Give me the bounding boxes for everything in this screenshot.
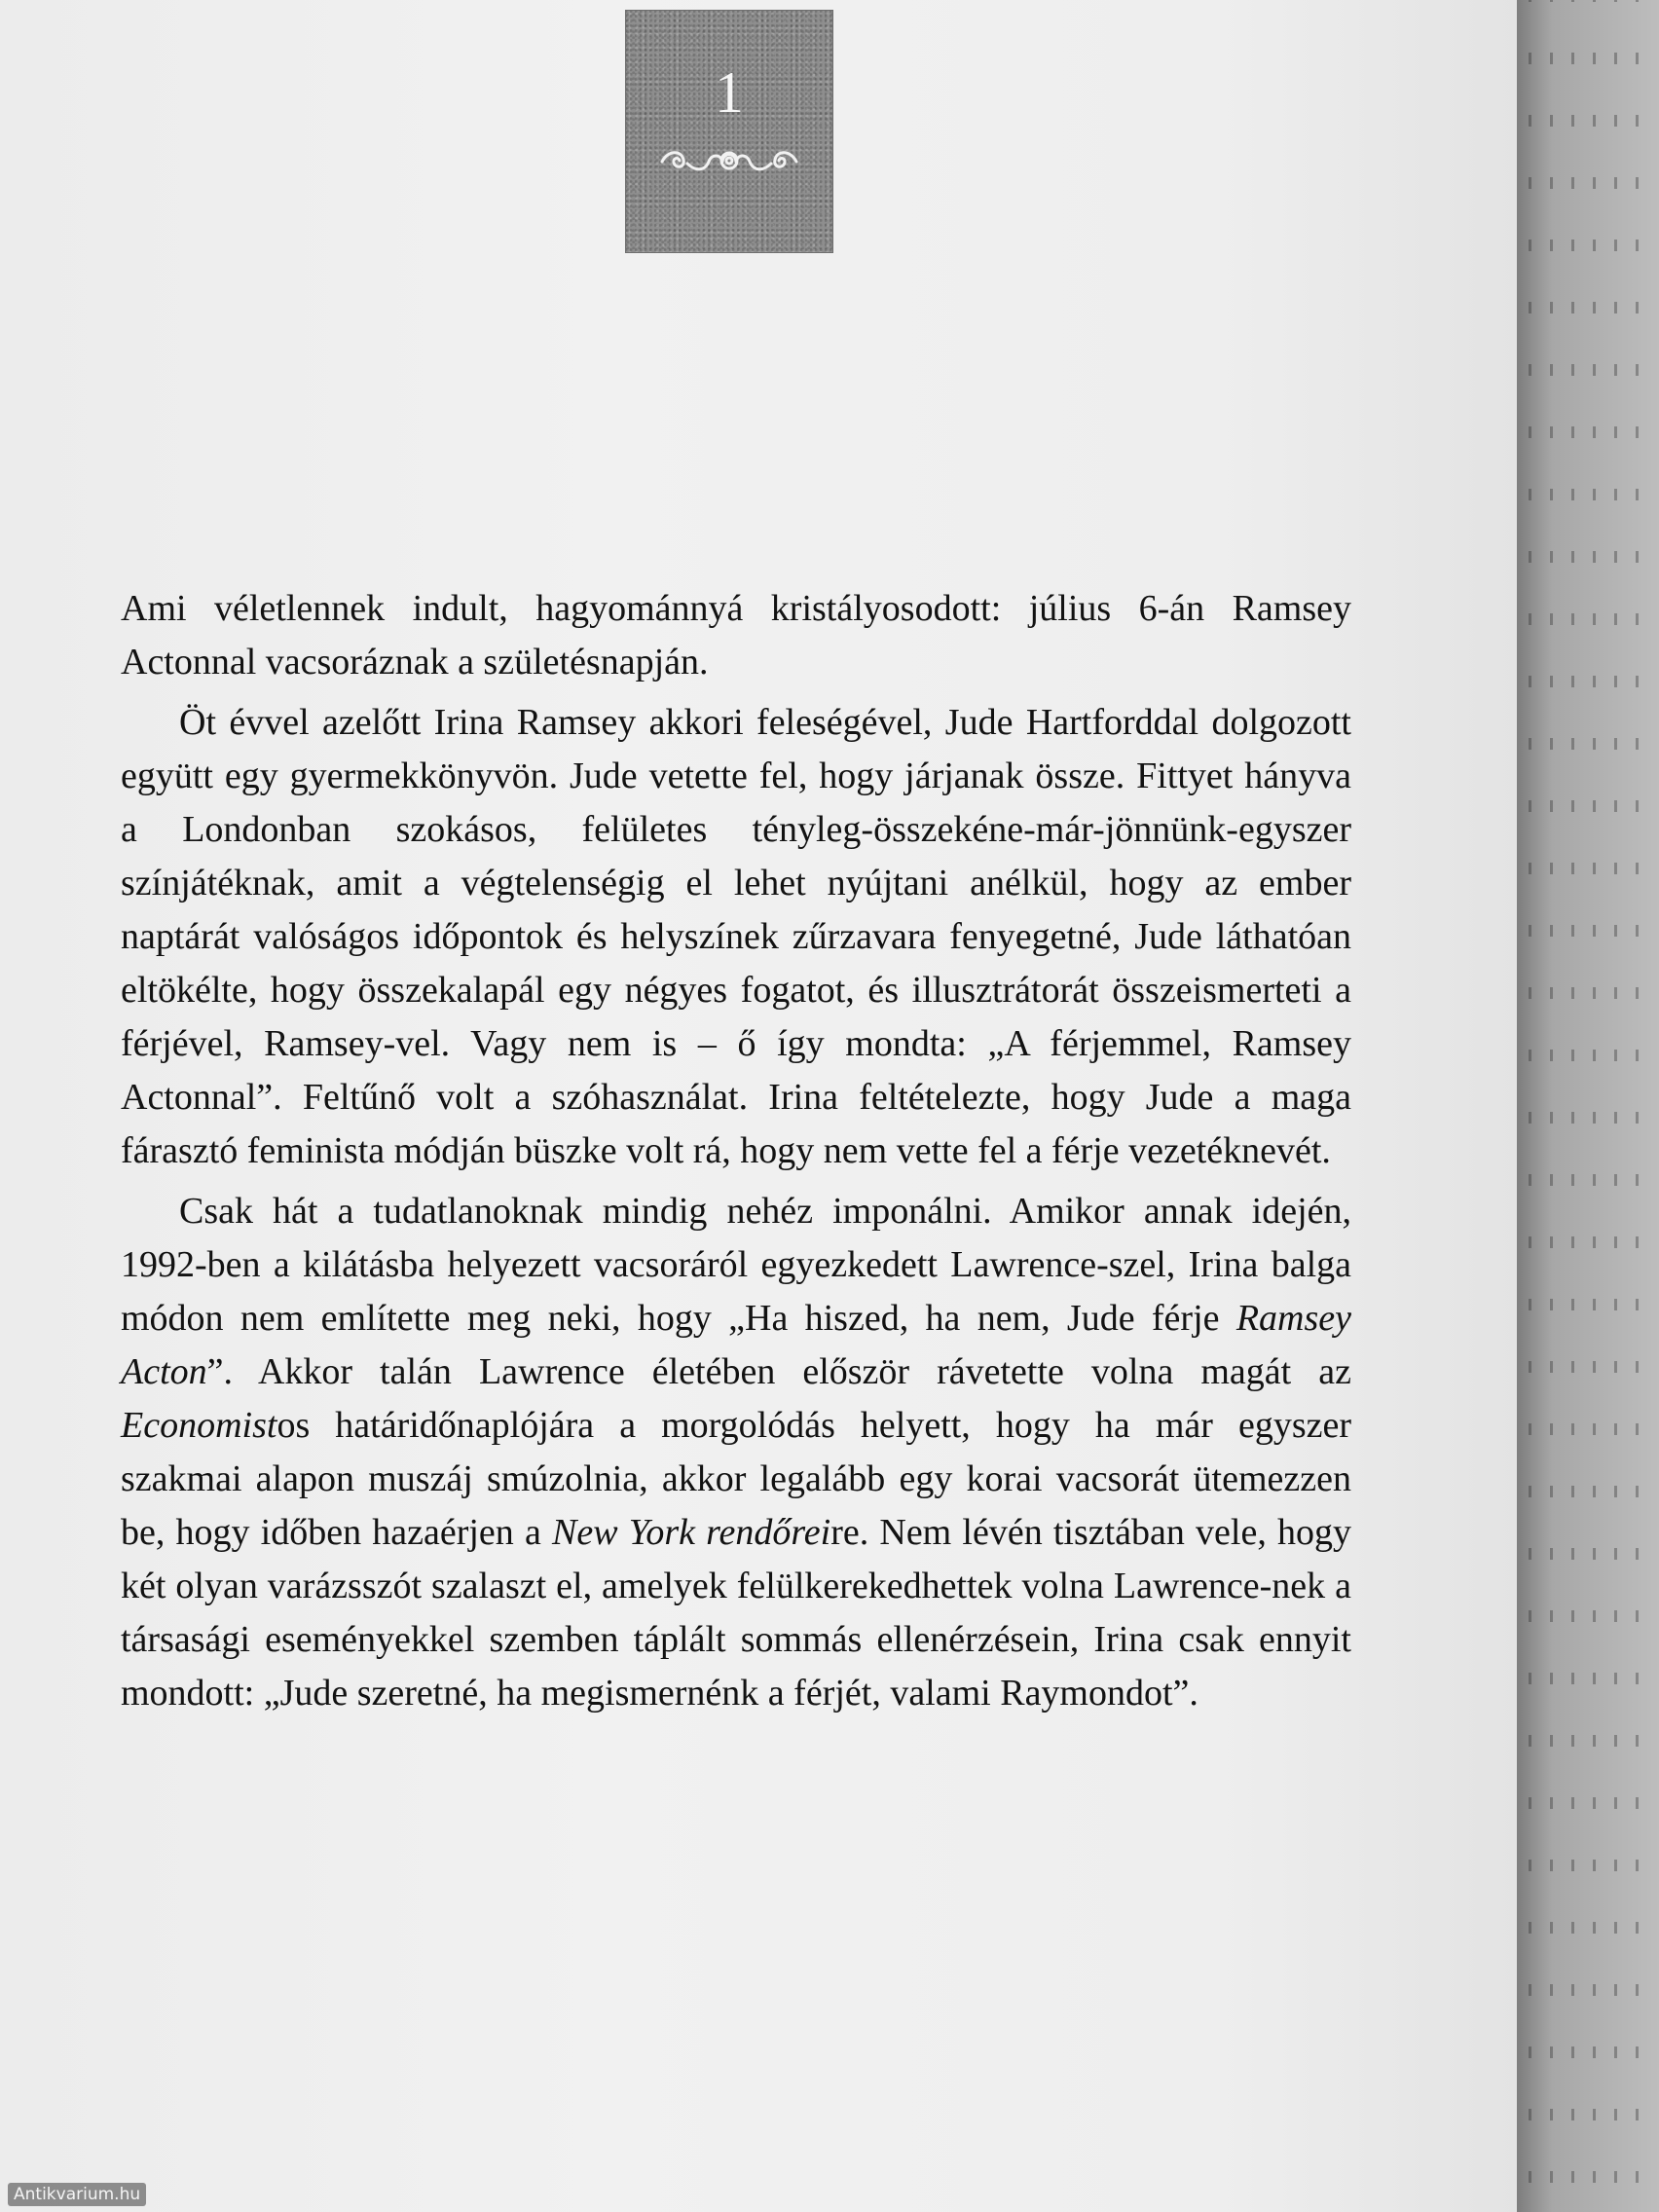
paragraph-3	[121, 1185, 1351, 1720]
chapter-number: 1	[715, 60, 744, 125]
chapter-body	[121, 582, 1351, 1720]
chapter-heading-box	[625, 10, 833, 253]
italic-economist: Economist	[121, 1405, 277, 1446]
paragraph-2: Öt évvel azelőtt Irina Ramsey akkori feleségével, Jude Hartforddal dolgozott együtt egy gyermekkönyvön. Jude vetette fel, hogy járjanak össze. Fittyet hányva a Londonban szokásos, felületes tényleg-összekéne-már-jönnünk-egyszer színjátéknak, amit a végtelenségig el lehet nyújtani anélkül, hogy az ember naptárát valóságos időpontok és helyszínek zűrzavara fenyegetné, Jude láthatóan eltökélte, hogy összekalapál egy négyes fogatot, és illusztrátorát összeismerteti a férjével, Ramsey-vel. Vagy nem is – ő így mondta: „A férjemmel, Ramsey Actonnal”. Feltűnő volt a szóhasználat. Irina feltételezte, hogy Jude a maga fárasztó feminista módján büszke volt rá, hogy nem vette fel a férje vezetéknevét.	[121, 702, 1351, 1171]
paragraph-1: Ami véletlennek indult, hagyománnyá kristályosodott: július 6-án Ramsey Actonnal vacsoráznak a születésnapján.	[121, 588, 1351, 682]
italic-new-york-rendorei: New York rendőrei	[551, 1512, 831, 1553]
paragraph-3-part-g: re. Nem lévén tisztában vele, hogy két olyan varázsszót szalaszt el, amelyek felülkerekedhettek volna Lawrence-nek a társasági eseményekkel szemben táplált sommás ellenérzésein, Irina csak ennyit mondott: „Jude szeretné, ha megismernénk a férjét, valami Raymondot”.	[121, 1512, 1352, 1714]
page-edge-texture	[1529, 0, 1655, 2212]
italic-ramsey-acton: Ramsey Acton	[121, 1298, 1351, 1392]
ornament-flourish-icon	[658, 144, 800, 177]
watermark-label: Antikvarium.hu	[8, 2183, 146, 2206]
paragraph-3-part-c: ”. Akkor talán Lawrence életében először rávetette volna magát az	[206, 1351, 1351, 1392]
paragraph-3-part-e: os határidőnaplójára a morgolódás helyett, hogy ha már egyszer szakmai alapon muszáj smúzolnia, akkor legalább egy korai vacsorát ütemezzen be, hogy időben hazaérjen a	[121, 1405, 1351, 1553]
paragraph-3-part-a: Csak hát a tudatlanoknak mindig nehéz imponálni. Amikor annak idején, 1992-ben a kilátásba helyezett vacsoráról egyezkedett Lawrence-szel, Irina balga módon nem említette meg neki, hogy „Ha hiszed, ha nem, Jude férje	[121, 1191, 1351, 1339]
